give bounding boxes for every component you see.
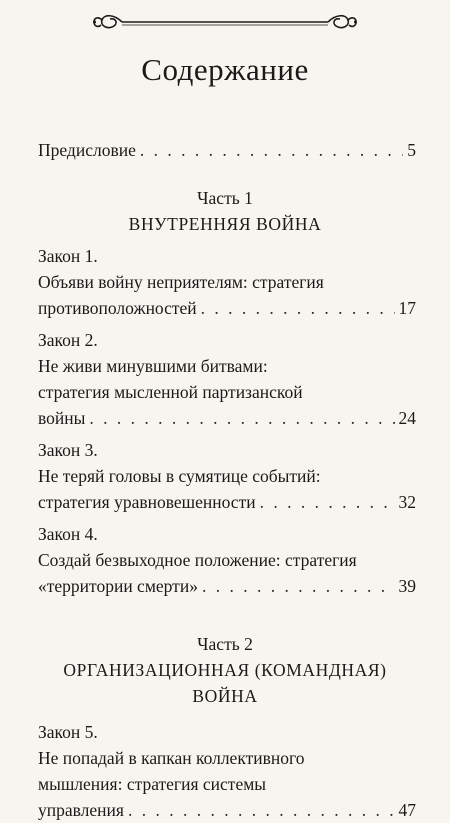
law-label: Закон 2.	[38, 330, 98, 350]
law-title-line: стратегия уравновешенности	[38, 492, 256, 512]
law-title-line: Не теряй головы в сумятице событий:	[38, 466, 321, 486]
law-title-line: Не попадай в капкан коллективного	[38, 748, 305, 768]
dot-leader	[140, 137, 403, 163]
law-title-line: управления	[38, 800, 124, 820]
toc-entry-label: Предисловие	[38, 140, 136, 160]
page-title: Содержание	[141, 52, 309, 87]
law-title-line: войны	[38, 408, 86, 428]
toc-entry-preface[interactable]	[38, 137, 416, 163]
law-title-last-line	[38, 573, 416, 599]
law-title-line: стратегия мысленной партизанской	[38, 382, 303, 402]
toc-law-3[interactable]	[38, 437, 416, 515]
toc-page-number: 17	[398, 298, 416, 318]
law-title-line: Создай безвыходное положение: стратегия	[38, 550, 357, 570]
toc-page-number: 24	[398, 408, 416, 428]
law-title-last-line	[38, 797, 416, 823]
toc-page-number: 32	[398, 492, 416, 512]
law-label: Закон 5.	[38, 722, 98, 742]
dot-leader	[201, 295, 395, 321]
law-label: Закон 1.	[38, 246, 98, 266]
law-title-line: противоположностей	[38, 298, 197, 318]
decorative-rule-ornament-icon	[92, 8, 358, 36]
part-1-label: Часть 1	[197, 188, 253, 208]
part-1-title: ВНУТРЕННЯЯ ВОЙНА	[128, 214, 322, 234]
law-label: Закон 4.	[38, 524, 98, 544]
toc-law-1[interactable]	[38, 243, 416, 321]
toc-page-number: 39	[398, 576, 416, 596]
law-title-last-line	[38, 405, 416, 431]
dot-leader	[260, 489, 395, 515]
toc-law-2[interactable]	[38, 327, 416, 431]
law-title-line: мышления: стратегия системы	[38, 774, 267, 794]
law-title-line: Объяви войну неприятелям: стратегия	[38, 272, 324, 292]
toc-page-number: 5	[407, 140, 416, 160]
law-title-line: «территории смерти»	[38, 576, 198, 596]
part-2-title-line-1: ОРГАНИЗАЦИОННАЯ (КОМАНДНАЯ)	[63, 660, 387, 680]
law-title-last-line	[38, 295, 416, 321]
toc-page-number: 47	[398, 800, 416, 820]
part-2-label: Часть 2	[197, 634, 253, 654]
toc-law-4[interactable]	[38, 521, 416, 599]
toc-law-5[interactable]	[38, 719, 416, 823]
table-of-contents	[38, 137, 416, 823]
dot-leader	[89, 405, 394, 431]
law-label: Закон 3.	[38, 440, 98, 460]
law-title-last-line	[38, 489, 416, 515]
dot-leader	[202, 573, 395, 599]
part-2-title-line-2: ВОЙНА	[192, 686, 258, 706]
law-title-line: Не живи минувшими битвами:	[38, 356, 268, 376]
dot-leader	[128, 797, 395, 823]
